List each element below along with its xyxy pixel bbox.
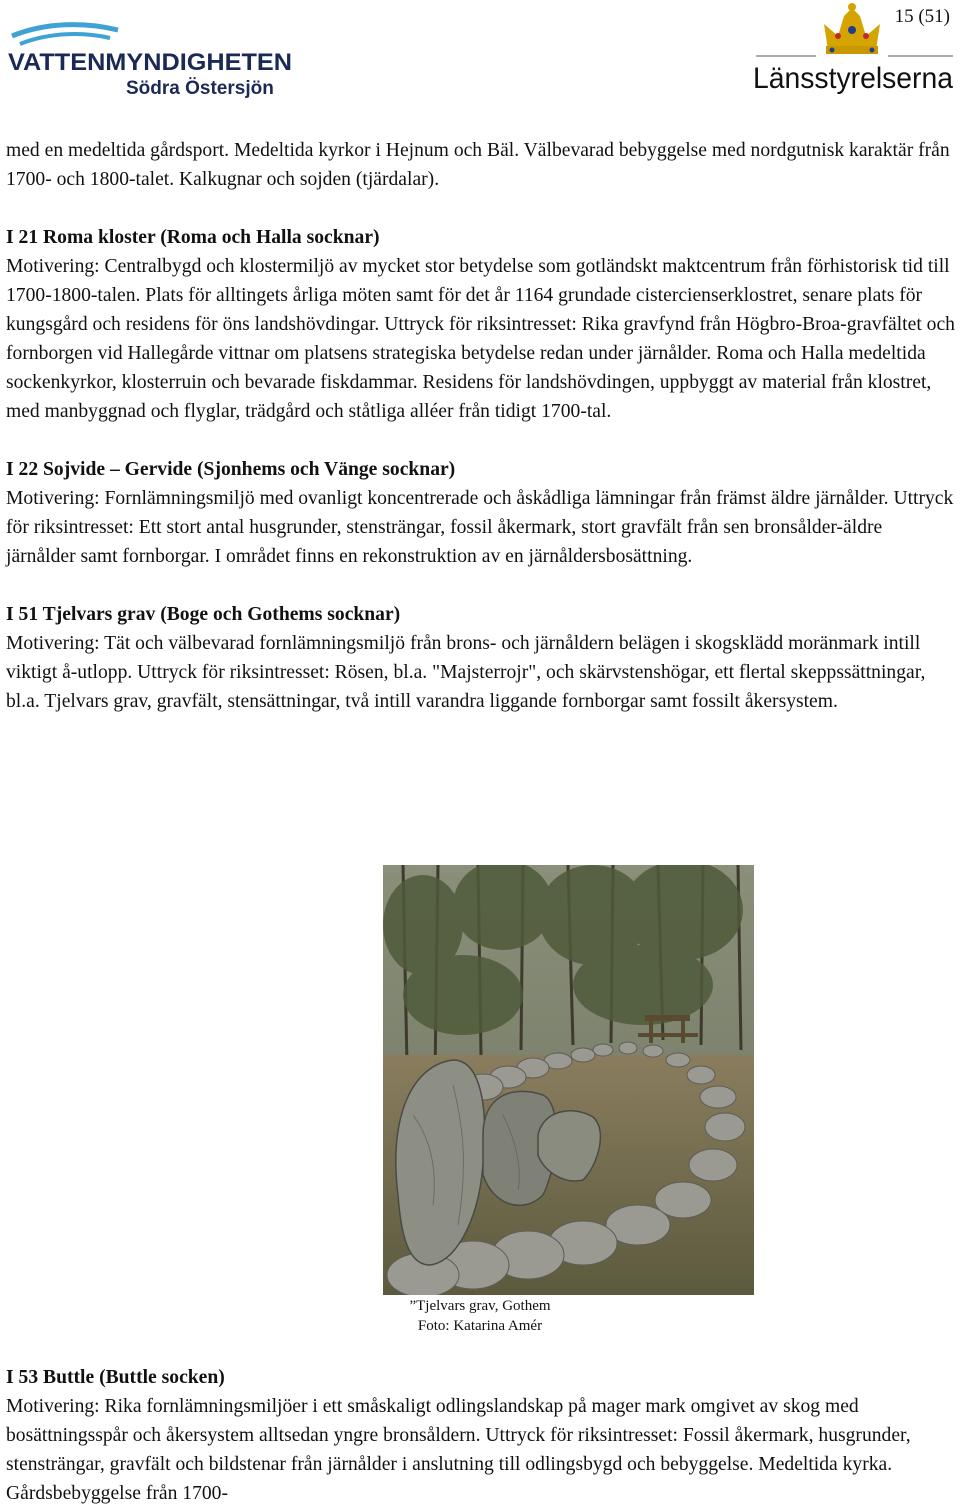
photo-caption — [300, 1296, 660, 1336]
photo-caption-credit: Foto: Katarina Amér — [417, 1318, 543, 1334]
crown-icon — [824, 3, 880, 54]
vm-logo-line2: Södra Östersjön — [126, 78, 274, 98]
section-i53 — [6, 1363, 956, 1508]
page-number: 15 (51) — [894, 6, 950, 27]
section-heading: I 53 Buttle (Buttle socken) — [6, 1367, 225, 1388]
section-text: Motivering: Centralbygd och klostermiljö av mycket stor betydelse som gotländskt maktcentrum från förhistorisk tid till 1700-1800-talen. Plats för alltingets årliga möten samt för det år 1164 grundade cistercienserklostret, senare plats för kungsgård och residens för öns landshövdingar. Uttryck för riksintresset: Rika gravfynd från Högbro-Broa-gravfältet och fornborgen vid Hallegårde vittnar om platsens strategiska betydelse redan under järnålder. Roma och Halla medeltida sockenkyrkor, klosterruin och bevarade fiskdammar. Residens för landshövdingen, uppbyggt av material från klostret, med manbyggnad och flyglar, trädgård och ståtliga alléer från tidigt 1700-tal. — [6, 256, 955, 422]
tjelvars-grav-photo — [383, 865, 754, 1295]
section-heading: I 21 Roma kloster (Roma och Halla socknar) — [6, 227, 380, 248]
section-heading: I 22 Sojvide – Gervide (Sjonhems och Vänge socknar) — [6, 459, 456, 480]
section-text: Motivering: Rika fornlämningsmiljöer i ett småskaligt odlingslandskap på mager mark omgivet av skog med bosättningsspår och åkersystem alltsedan yngre bronsåldern. Uttryck för riksintresset: Fossil åkermark, husgrunder, stensträngar, gravfält och bildstenar från järnålder i anslutning till odlingsbygd och bebyggelse. Medeltida kyrka. Gårdsbebyggelse från 1700- — [6, 1396, 911, 1504]
lansstyrelserna-logo — [748, 2, 958, 102]
page-header — [0, 0, 960, 110]
section-i22 — [6, 455, 956, 571]
section-i51 — [6, 600, 956, 716]
section-text: Motivering: Tät och välbevarad fornlämningsmiljö från brons- och järnåldern belägen i skogsklädd moränmark intill viktigt å-utlopp. Uttryck för riksintresset: Rösen, bl.a. "Majsterrojr", och skärvstenshögar, ett flertal skeppssättningar, bl.a. Tjelvars grav, gravfält, stensättningar, två intill varandra liggande fornborgar samt fossilt åkersystem. — [6, 633, 926, 712]
section-text: Motivering: Fornlämningsmiljö med ovanligt koncentrerade och åskådliga lämningar från främst äldre järnålder. Uttryck för riksintresset: Ett stort antal husgrunder, stensträngar, fossil åkermark, stort gravfält från sen bronsålder-äldre järnålder samt fornborgar. I området finns en rekonstruktion av en järnåldersbosättning. — [6, 488, 954, 567]
vattenmyndigheten-logo — [6, 18, 306, 98]
vm-logo-line1: VATTENMYNDIGHETEN — [8, 49, 292, 76]
section-heading: I 51 Tjelvars grav (Boge och Gothems socknar) — [6, 604, 401, 625]
lansstyrelserna-text: Länsstyrelserna — [753, 62, 954, 95]
section-i21 — [6, 223, 956, 426]
photo-caption-title: ”Tjelvars grav, Gothem — [409, 1298, 551, 1314]
main-content — [6, 136, 956, 716]
intro-paragraph: med en medeltida gårdsport. Medeltida kyrkor i Hejnum och Bäl. Välbevarad bebyggelse med nordgutnisk karaktär från 1700- och 1800-talet. Kalkugnar och sojden (tjärdalar). — [6, 140, 950, 190]
